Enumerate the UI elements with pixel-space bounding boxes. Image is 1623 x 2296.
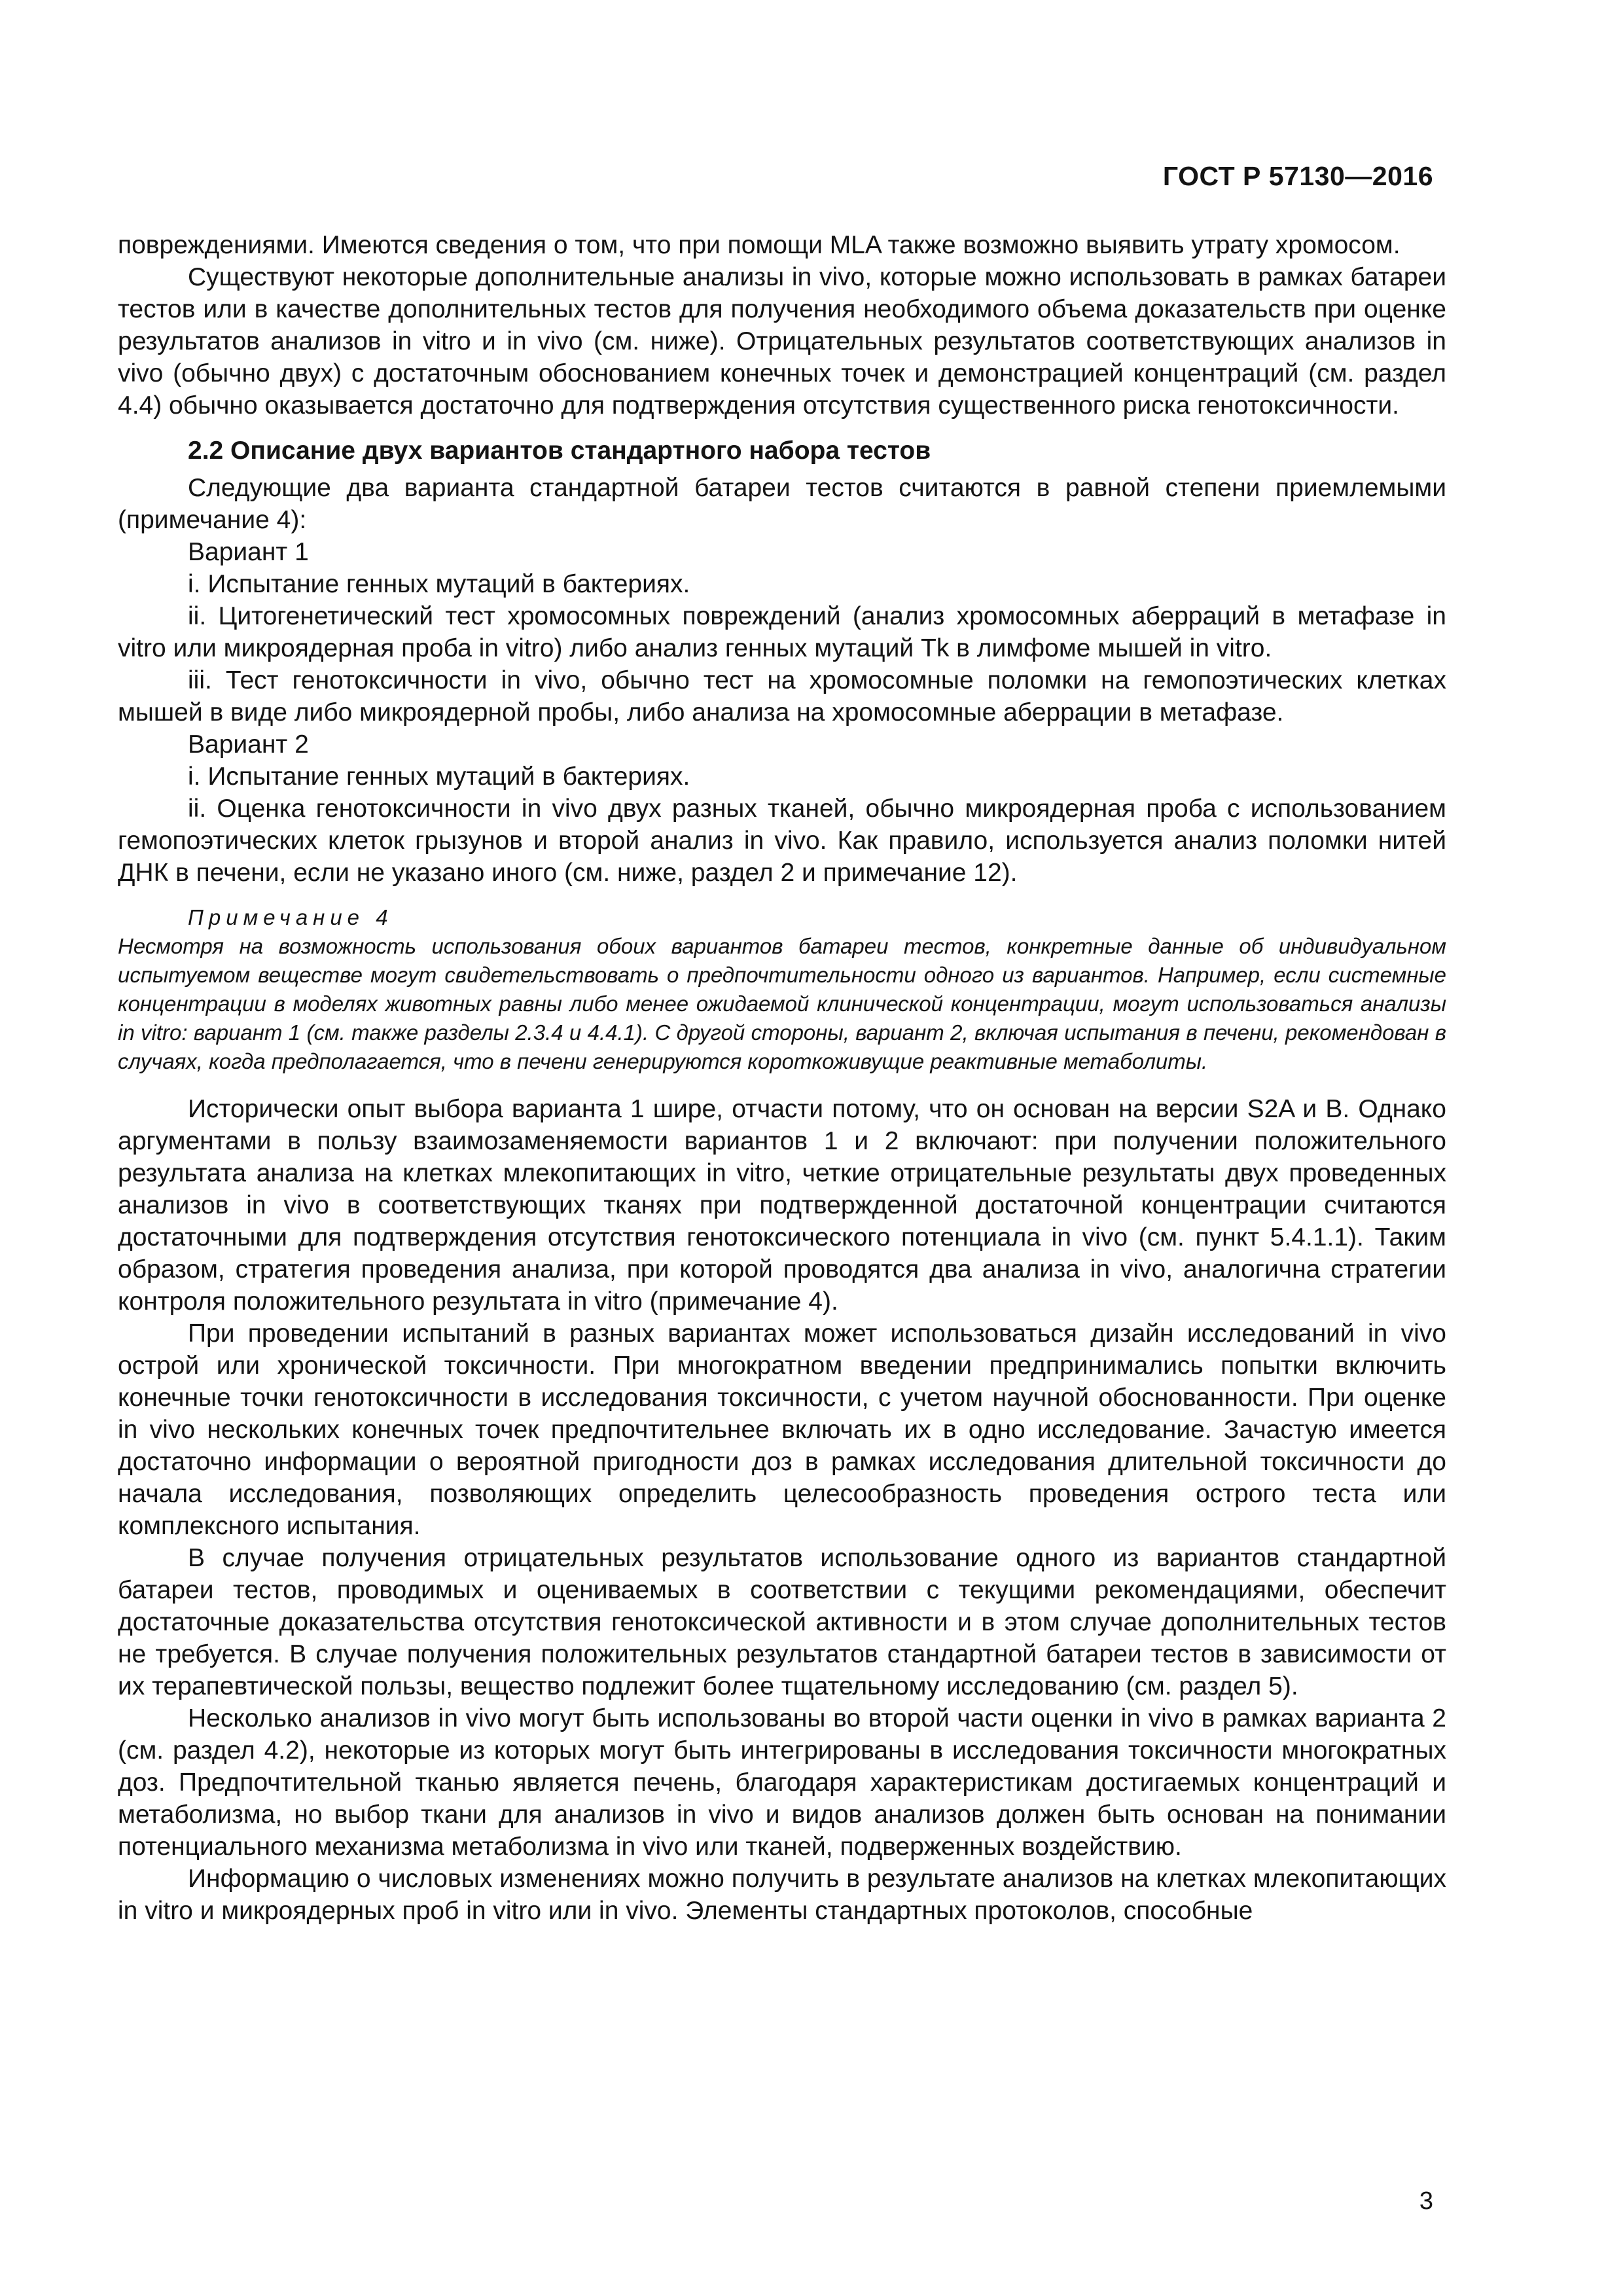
paragraph: При проведении испытаний в разных вариантах может использоваться дизайн исследований in vivo острой или хронической токсичности. При многократном введении предпринимались попытки включить конечные точки генотоксичности в исследования токсичности, с учетом научной обоснованности. При оценке in vivo нескольких конечных точек предпочтительнее включать их в одно исследование. Зачастую имеется достаточно информации о вероятной пригодности доз в рамках исследования длительной токсичности до начала исследования, позволяющих определить целесообразность проведения острого теста или комплексного испытания. xyxy=(118,1319,1446,1540)
list-item: ii. Оценка генотоксичности in vivo двух разных тканей, обычно микроядерная проба с использованием гемопоэтических клеток грызунов и второй анализ in vivo. Как правило, используется анализ поломки нитей ДНК в печени, если не указано иного (см. ниже, раздел 2 и примечание 12). xyxy=(118,795,1446,887)
list-item: ii. Цитогенетический тест хромосомных повреждений (анализ хромосомных аберраций в метафазе in vitro или микроядерная проба in vitro) либо анализ генных мутаций Tk в лимфоме мышей in vitro. xyxy=(118,602,1446,662)
list-item: iii. Тест генотоксичности in vivo, обычно тест на хромосомные поломки на гемопоэтических клетках мышей в виде либо микроядерной пробы, либо анализа на хромосомные аберрации в метафазе. xyxy=(118,666,1446,726)
paragraph: В случае получения отрицательных результатов использование одного из вариантов стандартной батареи тестов, проводимых и оцениваемых в соответствии с текущими рекомендациями, обеспечит достаточные доказательства отсутствия генотоксической активности и в этом случае дополнительных тестов не требуется. В случае получения положительных результатов стандартной батареи тестов в зависимости от их терапевтической пользы, вещество подлежит более тщательному исследованию (см. раздел 5). xyxy=(118,1544,1446,1700)
variant-label: Вариант 1 xyxy=(188,538,309,566)
note-label: Примечание 4 xyxy=(188,905,393,929)
list-item: i. Испытание генных мутаций в бактериях. xyxy=(188,570,690,598)
document-body xyxy=(118,229,1446,1927)
paragraph: Следующие два варианта стандартной батареи тестов считаются в равной степени приемлемыми (примечание 4): xyxy=(118,474,1446,534)
paragraph: повреждениями. Имеются сведения о том, что при помощи MLA также возможно выявить утрату хромосом. xyxy=(118,231,1400,259)
note-text: Несмотря на возможность использования обоих вариантов батареи тестов, конкретные данные об индивидуальном испытуемом веществе могут свидетельствовать о предпочтительности одного из вариантов. Например, если системные концентрации в моделях животных равны либо менее ожидаемой клинической концентрации, могут использоваться анализы in vitro: вариант 1 (см. также разделы 2.3.4 и 4.4.1). С другой стороны, вариант 2, включая испытания в печени, рекомендован в случаях, когда предполагается, что в печени генерируются короткоживущие реактивные метаболиты. xyxy=(118,934,1446,1073)
page-number: 3 xyxy=(1419,2187,1433,2215)
variant-label: Вариант 2 xyxy=(188,730,309,759)
standard-code: ГОСТ Р 57130—2016 xyxy=(1162,161,1433,191)
paragraph: Несколько анализов in vivo могут быть использованы во второй части оценки in vivo в рамках варианта 2 (см. раздел 4.2), некоторые из которых могут быть интегрированы в исследования токсичности многократных доз. Предпочтительной тканью является печень, благодаря характеристикам достигаемых концентраций и метаболизма, но выбор ткани для анализов in vivo и видов анализов должен быть основан на понимании потенциального механизма метаболизма in vivo или тканей, подверженных воздействию. xyxy=(118,1704,1446,1861)
paragraph: Исторически опыт выбора варианта 1 шире, отчасти потому, что он основан на версии S2A и B. Однако аргументами в пользу взаимозаменяемости вариантов 1 и 2 включают: при получении положительного результата анализа на клетках млекопитающих in vitro, четкие отрицательные результаты двух проведенных анализов in vivo в соответствующих тканях при подтвержденной достаточной концентрации считаются достаточными для подтверждения отсутствия генотоксического потенциала in vivo (см. пункт 5.4.1.1). Таким образом, стратегия проведения анализа, при которой проводятся два анализа in vivo, аналогична стратегии контроля положительного результата in vitro (примечание 4). xyxy=(118,1095,1446,1316)
paragraph: Существуют некоторые дополнительные анализы in vivo, которые можно использовать в рамках батареи тестов или в качестве дополнительных тестов для получения необходимого объема доказательств при оценке результатов анализов in vitro и in vivo (см. ниже). Отрицательных результатов соответствующих анализов in vivo (обычно двух) с достаточным обоснованием конечных точек и демонстрацией концентраций (см. раздел 4.4) обычно оказывается достаточно для подтверждения отсутствия существенного риска генотоксичности. xyxy=(118,263,1446,420)
section-heading: 2.2 Описание двух вариантов стандартного набора тестов xyxy=(188,437,931,465)
note-block xyxy=(118,903,1446,1076)
paragraph: Информацию о числовых изменениях можно получить в результате анализов на клетках млекопитающих in vitro и микроядерных проб in vitro или in vivo. Элементы стандартных протоколов, способные xyxy=(118,1865,1446,1925)
list-item: i. Испытание генных мутаций в бактериях. xyxy=(188,762,690,791)
